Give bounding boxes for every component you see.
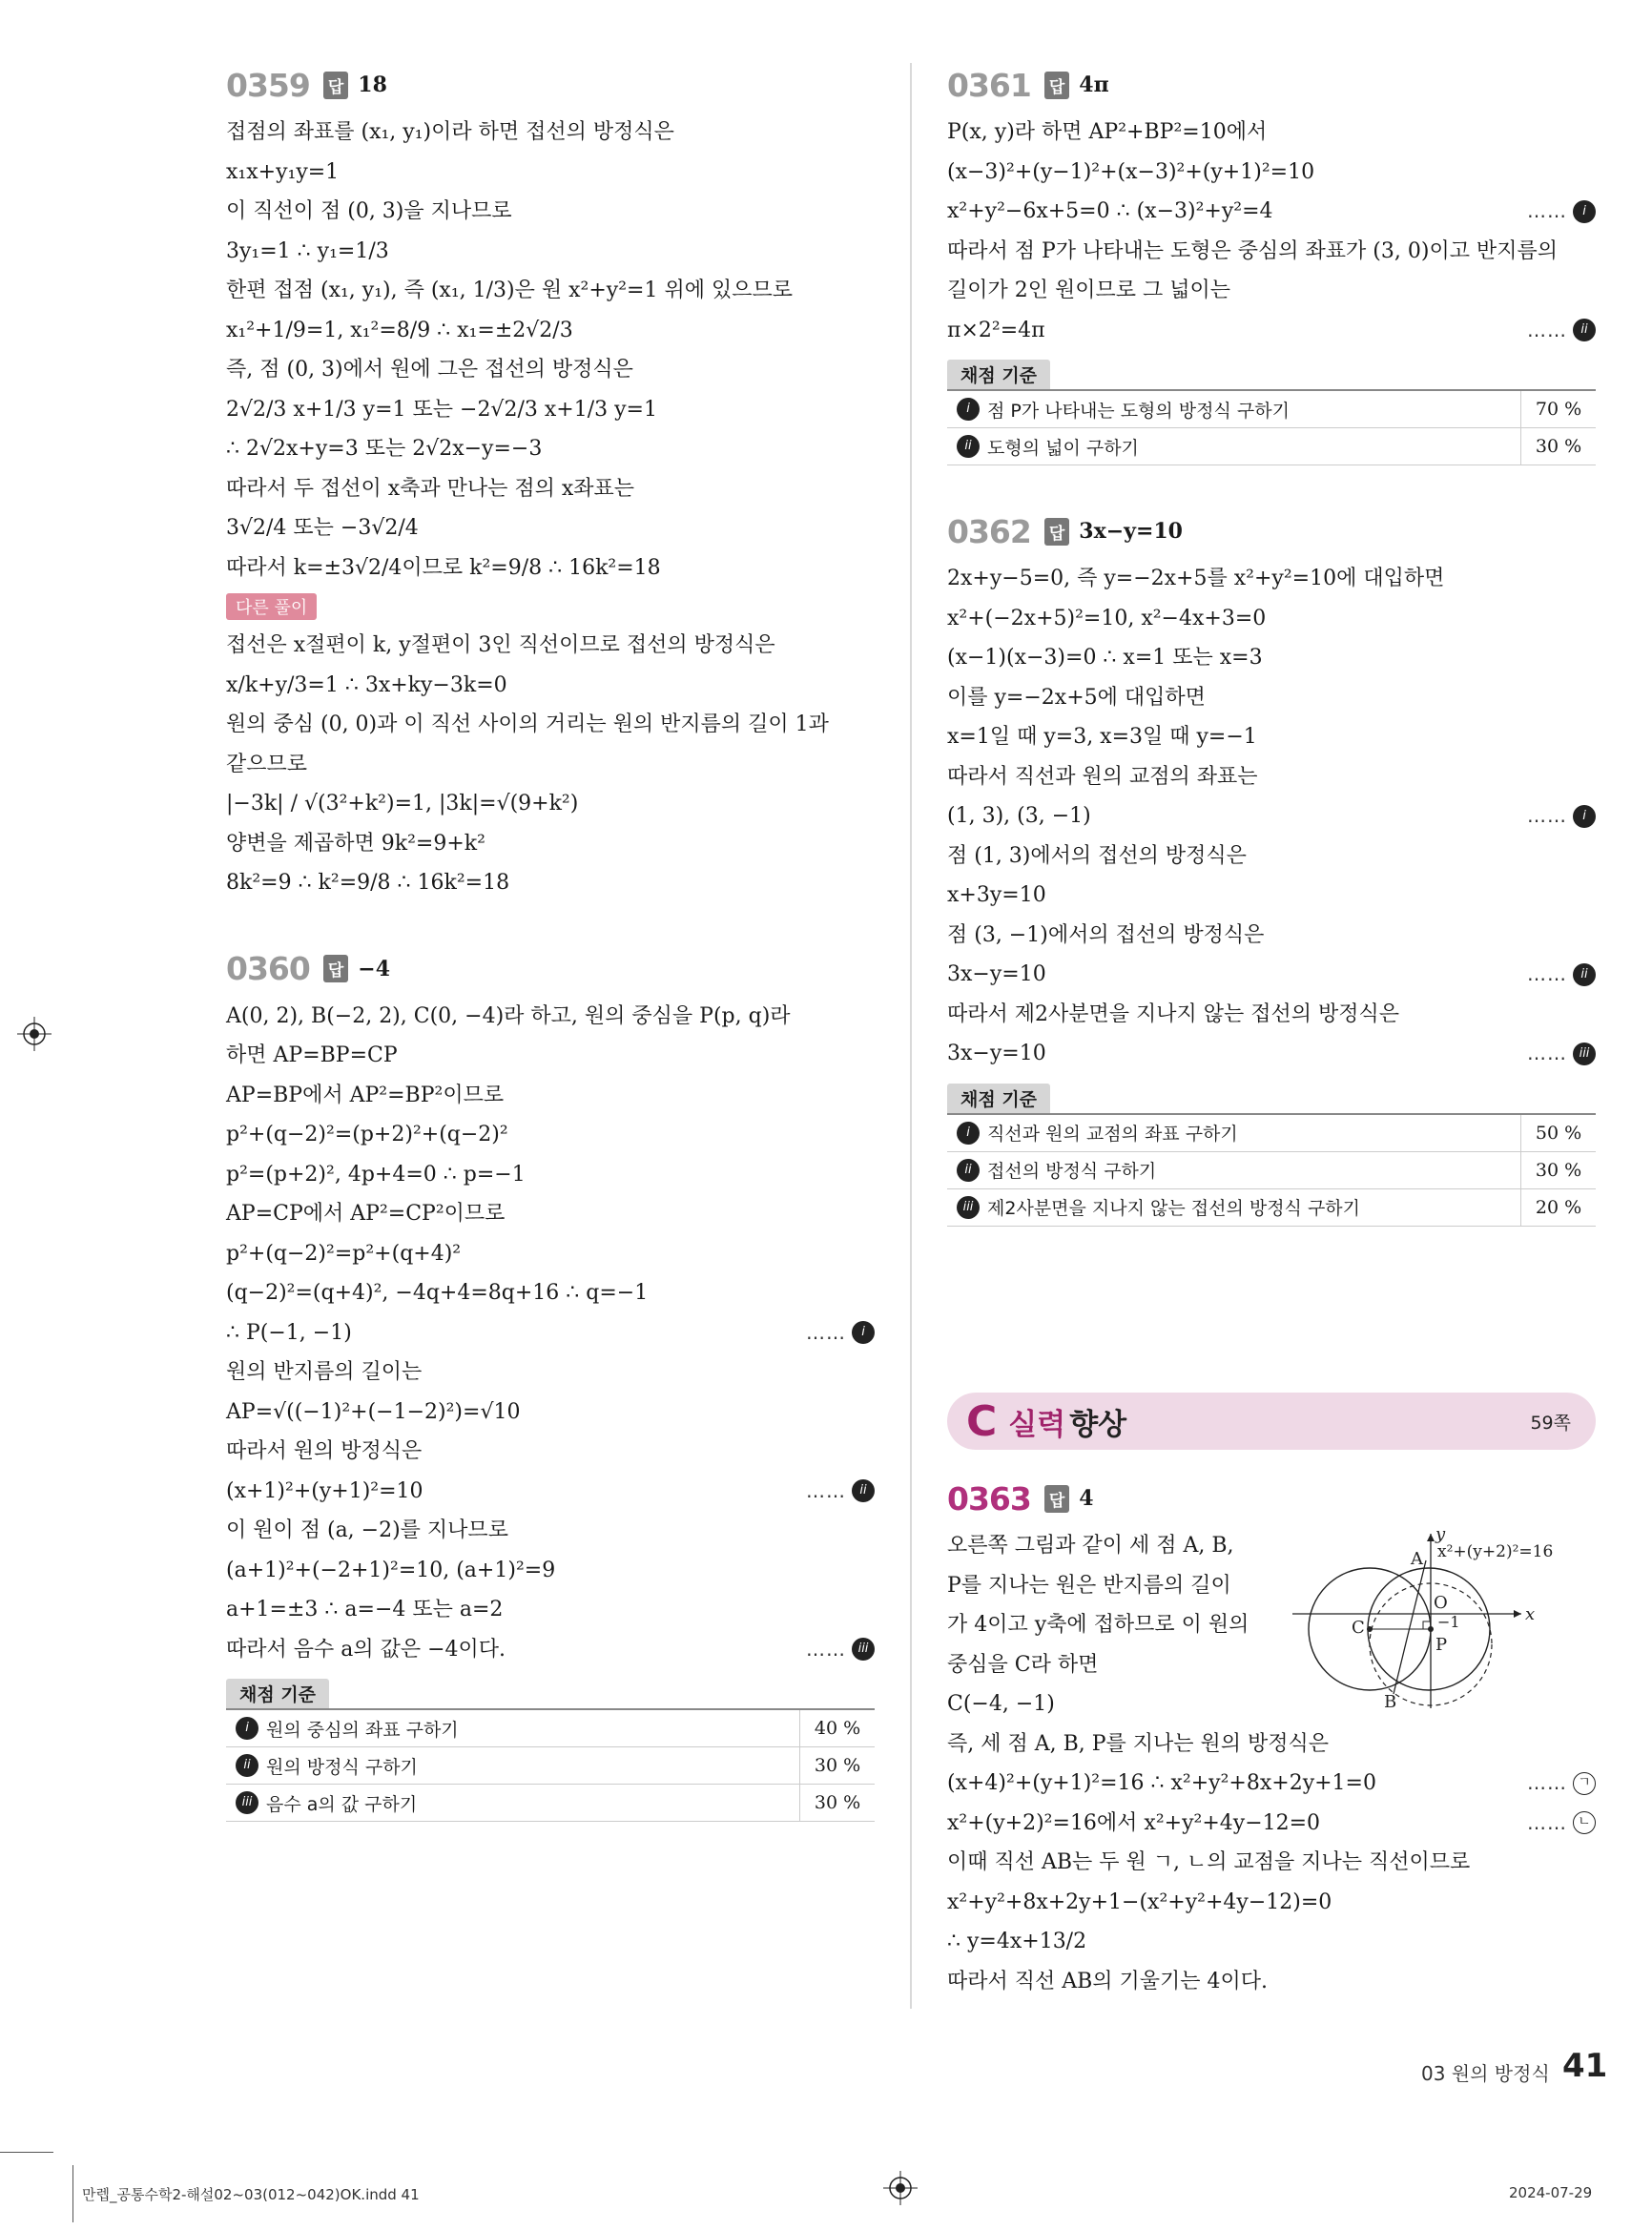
line-text: 3x−y=10: [947, 962, 1046, 986]
line-ab: [1394, 1560, 1426, 1694]
criteria-label: 직선과 원의 교점의 좌표 구하기: [987, 1124, 1238, 1145]
origin-label: O: [1434, 1593, 1448, 1613]
criteria-percent: 50 %: [1520, 1115, 1596, 1151]
solution-line: [947, 1724, 1596, 1765]
criteria-row: [226, 1710, 875, 1747]
step-marker-icon: i: [852, 1321, 875, 1344]
line-text: 중심을 C라 하면: [947, 1652, 1099, 1677]
step-marker-icon: ㄴ: [1573, 1811, 1596, 1834]
step-marker: [1527, 192, 1596, 232]
criteria-marker-icon: ii: [236, 1754, 258, 1777]
answer-badge: 답: [1044, 1485, 1069, 1513]
line-text: x/k+y/3=1 ∴ 3x+ky−3k=0: [226, 672, 507, 697]
line-text: x²+y²−6x+5=0 ∴ (x−3)²+y²=4: [947, 199, 1273, 223]
line-text: 오른쪽 그림과 같이 세 점 A, B,: [947, 1534, 1234, 1558]
line-text: 따라서 두 접선이 x축과 만나는 점의 x좌표는: [226, 476, 635, 501]
step-marker: [806, 1313, 875, 1353]
line-text: 이 직선이 점 (0, 3)을 지나므로: [226, 199, 512, 223]
line-text: 즉, 점 (0, 3)에서 원에 그은 접선의 방정식은: [226, 358, 633, 382]
criteria-marker-icon: ii: [957, 1159, 980, 1182]
solution-line: [947, 1843, 1596, 1883]
marker-dots: ……: [806, 1320, 846, 1344]
line-text: P(x, y)라 하면 AP²+BP²=10에서: [947, 120, 1268, 144]
solution-line: [226, 192, 875, 232]
answer-badge: 답: [323, 955, 348, 982]
solution-line: [226, 508, 875, 548]
marker-dots: ……: [1527, 1042, 1567, 1064]
solution-line: [226, 113, 875, 153]
problem-number: 0359: [226, 66, 310, 104]
solution-line: [226, 705, 875, 745]
criteria-label: 점 P가 나타내는 도형의 방정식 구하기: [987, 400, 1290, 422]
solution-line: [947, 232, 1596, 272]
page-number: 41: [1562, 2047, 1608, 2085]
solution-line: [947, 955, 1596, 995]
problem-number: 0361: [947, 66, 1031, 104]
line-text: (x−1)(x−3)=0 ∴ x=1 또는 x=3: [947, 646, 1263, 670]
answer-value: 4π: [1079, 72, 1109, 97]
criteria-row: [226, 1747, 875, 1785]
solution-line: [947, 1566, 1271, 1606]
line-text: 양변을 제곱하면 9k²=9+k²: [226, 831, 485, 856]
marker-dots: ……: [1527, 804, 1567, 827]
line-text: (x−3)²+(y−1)²+(x−3)²+(y+1)²=10: [947, 159, 1315, 184]
step-marker: [1527, 955, 1596, 995]
step-marker-icon: i: [1573, 805, 1596, 828]
line-text: x₁²+1/9=1, x₁²=8/9 ∴ x₁=±2√2/3: [226, 318, 573, 342]
solution-line: [947, 559, 1596, 599]
step-marker-icon: ii: [1573, 319, 1596, 341]
section-title-a: 실력: [1008, 1407, 1066, 1442]
solution-line: [226, 626, 875, 666]
point-a-label: A: [1411, 1549, 1423, 1569]
solution-line: [226, 1234, 875, 1274]
criteria-percent: 30 %: [1520, 428, 1596, 465]
step-marker: [1527, 796, 1596, 836]
section-banner: [947, 1393, 1596, 1450]
solution-line: [226, 1352, 875, 1393]
solution-line: [226, 1432, 875, 1472]
line-text: 점 (3, −1)에서의 접선의 방정식은: [947, 922, 1265, 947]
solution-line: [947, 1034, 1596, 1074]
criteria-percent: 30 %: [799, 1747, 875, 1784]
line-text: 8k²=9 ∴ k²=9/8 ∴ 16k²=18: [226, 871, 510, 895]
solution-line: [947, 836, 1596, 877]
line-text: 3x−y=10: [947, 1042, 1046, 1065]
line-text: π×2²=4π: [947, 318, 1045, 342]
line-text: p²=(p+2)², 4p+4=0 ∴ p=−1: [226, 1162, 526, 1187]
solution-line: [226, 153, 875, 193]
answer-badge: 답: [1044, 518, 1069, 546]
line-text: 이를 y=−2x+5에 대입하면: [947, 685, 1206, 710]
marker-dots: ……: [1527, 318, 1567, 341]
circle-diagram: [1292, 1522, 1598, 1713]
step-marker: [1527, 1034, 1596, 1074]
line-text: 가 4이고 y축에 접하므로 이 원의: [947, 1613, 1249, 1637]
answer-value: −4: [358, 956, 391, 981]
criteria-title: 채점 기준: [947, 360, 1050, 389]
line-text: ∴ 2√2x+y=3 또는 2√2x−y=−3: [226, 437, 543, 461]
solution-line: [226, 469, 875, 509]
solution-lines: [226, 113, 875, 588]
line-text: 따라서 제2사분면을 지나지 않는 접선의 방정식은: [947, 1001, 1400, 1026]
criteria-label-cell: [947, 1120, 1520, 1146]
alt-solution-lines: [226, 626, 875, 903]
section-title-b: 향상: [1069, 1407, 1127, 1442]
criteria-label-cell: [226, 1753, 799, 1779]
solution-line: [226, 311, 875, 351]
print-date: 2024-07-29: [1509, 2184, 1593, 2201]
problem-header: [947, 509, 1596, 553]
left-column: [226, 63, 875, 1866]
line-text: (1, 3), (3, −1): [947, 804, 1091, 828]
criteria-label-cell: [226, 1716, 799, 1742]
solution-line: [226, 232, 875, 272]
solution-line: [947, 916, 1596, 956]
problem-header: [947, 1476, 1596, 1520]
line-text: |−3k| / √(3²+k²)=1, |3k|=√(9+k²): [226, 792, 579, 816]
solution-line: [226, 1590, 875, 1630]
section-letter-icon: C: [966, 1396, 998, 1446]
criteria-percent: 20 %: [1520, 1189, 1596, 1226]
solution-line: [226, 548, 875, 588]
criteria-row: [947, 1152, 1596, 1189]
line-text: 원의 중심 (0, 0)과 이 직선 사이의 거리는 원의 반지름의 길이 1과: [226, 712, 829, 736]
solution-line: [226, 997, 875, 1037]
line-text: 이 원이 점 (a, −2)를 지나므로: [226, 1518, 508, 1542]
line-text: 길이가 2인 원이므로 그 넓이는: [947, 279, 1230, 302]
solution-line: [226, 863, 875, 903]
solution-line: [226, 784, 875, 824]
line-text: 따라서 음수 a의 값은 −4이다.: [226, 1637, 506, 1662]
step-marker-icon: i: [1573, 200, 1596, 223]
criteria-label: 도형의 넓이 구하기: [987, 437, 1139, 459]
criteria-row: [226, 1785, 875, 1822]
y-label: y: [1435, 1524, 1446, 1544]
solution-line: [226, 1076, 875, 1116]
solution-line: [947, 638, 1596, 678]
step-marker: [806, 1472, 875, 1512]
marker-dots: ……: [1527, 962, 1567, 985]
solution-line: [947, 311, 1596, 351]
step-marker: [1527, 1764, 1596, 1804]
line-text: 접점의 좌표를 (x₁, y₁)이라 하면 접선의 방정식은: [226, 120, 674, 144]
solution-line: [947, 796, 1596, 836]
answer-value: 4: [1079, 1486, 1094, 1511]
criteria-label: 원의 중심의 좌표 구하기: [266, 1719, 459, 1741]
point-p-label: P: [1435, 1635, 1448, 1655]
solution-line: [947, 678, 1596, 718]
line-text: a+1=±3 ∴ a=−4 또는 a=2: [226, 1598, 504, 1621]
problem-number: 0360: [226, 950, 310, 987]
criteria-table: [947, 1113, 1596, 1227]
step-marker-icon: ii: [852, 1479, 875, 1502]
solution-line: [947, 1883, 1596, 1923]
line-text: x²+(y+2)²=16에서 x²+y²+4y−12=0: [947, 1810, 1321, 1835]
line-text: AP=√((−1)²+(−1−2)²)=√10: [226, 1399, 521, 1424]
solution-lines: [947, 559, 1596, 1074]
column-divider: [910, 63, 912, 2009]
solution-line: [226, 1511, 875, 1551]
problem-number: 0363: [947, 1479, 1031, 1518]
criteria-label: 음수 a의 값 구하기: [266, 1793, 418, 1815]
solution-line: [947, 1645, 1271, 1685]
criteria-label: 원의 방정식 구하기: [266, 1756, 418, 1778]
criteria-marker-icon: i: [957, 1122, 980, 1145]
problem-0362: [947, 509, 1596, 1227]
criteria-label-cell: [947, 1157, 1520, 1183]
solution-line: [947, 1922, 1596, 1962]
problem-0361: [947, 63, 1596, 465]
x-arrow-icon: [1514, 1610, 1521, 1618]
solution-line: [947, 876, 1596, 916]
registration-mark-icon: [17, 1017, 52, 1051]
line-text: 따라서 직선과 원의 교점의 좌표는: [947, 764, 1258, 789]
solution-line: [947, 271, 1596, 311]
line-text: p²+(q−2)²=p²+(q+4)²: [226, 1241, 462, 1266]
problem-0360: [226, 947, 875, 1823]
step-marker-icon: ㄱ: [1573, 1772, 1596, 1795]
line-text: 접선은 x절편이 k, y절편이 3인 직선이므로 접선의 방정식은: [226, 633, 775, 657]
criteria-title: 채점 기준: [947, 1084, 1050, 1113]
step-marker: [806, 1630, 875, 1670]
solution-line: [947, 153, 1596, 193]
trim-line: [72, 2165, 73, 2222]
line-text: 하면 AP=BP=CP: [226, 1043, 398, 1067]
solution-line: [947, 717, 1596, 757]
solution-line: [226, 1393, 875, 1433]
line-text: ∴ P(−1, −1): [226, 1320, 352, 1345]
criteria-percent: 30 %: [799, 1785, 875, 1821]
answer-value: 3x−y=10: [1079, 519, 1183, 544]
criteria-marker-icon: iii: [957, 1196, 980, 1219]
line-text: x²+(−2x+5)²=10, x²−4x+3=0: [947, 606, 1267, 630]
line-text: (a+1)²+(−2+1)²=10, (a+1)²=9: [226, 1558, 556, 1582]
footer-chapter: 03 원의 방정식: [1421, 2062, 1550, 2085]
answer-value: 18: [358, 72, 387, 97]
line-text: x₁x+y₁y=1: [226, 159, 340, 184]
criteria-label: 접선의 방정식 구하기: [987, 1161, 1157, 1182]
solution-line: [947, 1605, 1271, 1645]
x-label: x: [1525, 1604, 1536, 1624]
step-marker: [1527, 1804, 1596, 1844]
criteria-table: [226, 1708, 875, 1822]
criteria-marker-icon: ii: [957, 435, 980, 458]
line-text: C(−4, −1): [947, 1692, 1055, 1716]
criteria-label-cell: [947, 397, 1520, 423]
line-text: 2x+y−5=0, 즉 y=−2x+5를 x²+y²=10에 대입하면: [947, 567, 1445, 590]
criteria-marker-icon: iii: [236, 1791, 258, 1814]
solution-line: [226, 1630, 875, 1670]
step-marker-icon: ii: [1573, 963, 1596, 986]
criteria-label-cell: [226, 1790, 799, 1816]
solution-line: [226, 1115, 875, 1155]
solution-line: [226, 429, 875, 469]
registration-mark-icon: [883, 2171, 918, 2205]
solution-line: [947, 599, 1596, 639]
step-marker: [1527, 311, 1596, 351]
line-text: AP=CP에서 AP²=CP²이므로: [226, 1202, 506, 1226]
print-file-info: 만렙_공통수학2-해설02~03(012~042)OK.indd 41: [82, 2186, 420, 2203]
right-column: [947, 63, 1596, 1270]
solution-lines: [947, 113, 1596, 350]
line-text: 따라서 점 P가 나타내는 도형은 중심의 좌표가 (3, 0)이고 반지름의: [947, 238, 1558, 263]
line-text: 3√2/4 또는 −3√2/4: [226, 516, 419, 540]
answer-badge: 답: [323, 72, 348, 99]
criteria-label: 제2사분면을 지나지 않는 접선의 방정식 구하기: [987, 1198, 1361, 1219]
criteria-percent: 30 %: [1520, 1152, 1596, 1188]
marker-dots: ……: [806, 1637, 846, 1661]
line-text: 즉, 세 점 A, B, P를 지나는 원의 방정식은: [947, 1731, 1330, 1756]
problem-header: [947, 63, 1596, 107]
solution-line: [226, 1472, 875, 1512]
solution-line: [947, 1526, 1271, 1566]
line-text: p²+(q−2)²=(p+2)²+(q−2)²: [226, 1123, 508, 1146]
criteria-row: [947, 391, 1596, 428]
line-text: x=1일 때 y=3, x=3일 때 y=−1: [947, 725, 1257, 749]
criteria-row: [947, 1189, 1596, 1227]
solution-line: [947, 1804, 1596, 1844]
criteria-title: 채점 기준: [226, 1679, 329, 1708]
point-b-label: B: [1384, 1692, 1397, 1712]
criteria-table: [947, 389, 1596, 465]
criteria-marker-icon: i: [957, 398, 980, 421]
solution-line: [947, 1962, 1596, 2002]
solution-line: [226, 1551, 875, 1591]
solution-line: [226, 824, 875, 864]
line-text: 따라서 k=±3√2/4이므로 k²=9/8 ∴ 16k²=18: [226, 555, 661, 580]
line-text: ∴ y=4x+13/2: [947, 1930, 1087, 1953]
solution-line: [947, 995, 1596, 1035]
criteria-row: [947, 428, 1596, 465]
problem-header: [226, 63, 875, 107]
line-text: (x+1)²+(y+1)²=10: [226, 1478, 423, 1503]
line-text: A(0, 2), B(−2, 2), C(0, −4)라 하고, 원의 중심을 P(p, q)라: [226, 1003, 791, 1028]
solution-line: [226, 350, 875, 390]
marker-dots: ……: [806, 1478, 846, 1502]
line-text: x+3y=10: [947, 883, 1046, 907]
criteria-percent: 40 %: [799, 1710, 875, 1746]
criteria-percent: 70 %: [1520, 391, 1596, 427]
line-text: x²+y²+8x+2y+1−(x²+y²+4y−12)=0: [947, 1889, 1332, 1914]
solution-line: [947, 113, 1596, 153]
line-text: 원의 반지름의 길이는: [226, 1360, 423, 1384]
solution-line: [226, 1313, 875, 1353]
line-text: 3y₁=1 ∴ y₁=1/3: [226, 238, 389, 263]
solution-line: [226, 1155, 875, 1195]
solution-line: [226, 271, 875, 311]
line-text: AP=BP에서 AP²=BP²이므로: [226, 1083, 505, 1107]
problem-header: [226, 947, 875, 991]
solution-lines: [226, 997, 875, 1670]
solution-line: [226, 745, 875, 785]
answer-badge: 답: [1044, 72, 1069, 99]
line-text: 따라서 직선 AB의 기울기는 4이다.: [947, 1969, 1269, 1993]
section-page-ref: 59쪽: [1530, 1412, 1571, 1434]
step-marker-icon: iii: [1573, 1043, 1596, 1065]
criteria-row: [947, 1115, 1596, 1152]
line-text: 따라서 원의 방정식은: [226, 1439, 423, 1463]
alt-solution-badge: 다른 풀이: [226, 593, 317, 620]
line-text: (q−2)²=(q+4)², −4q+4=8q+16 ∴ q=−1: [226, 1281, 649, 1305]
solution-line: [947, 1684, 1271, 1724]
marker-dots: ……: [1527, 199, 1567, 222]
y-arrow-icon: [1427, 1534, 1435, 1541]
solution-line: [226, 1194, 875, 1234]
point-p-dot: [1428, 1626, 1434, 1632]
solution-line: [226, 1273, 875, 1313]
problem-number: 0362: [947, 512, 1031, 550]
line-text: 같으므로: [226, 752, 308, 776]
marker-dots: ……: [1527, 1771, 1567, 1794]
step-marker-icon: iii: [852, 1638, 875, 1661]
line-text: 한편 접점 (x₁, y₁), 즉 (x₁, 1/3)은 원 x²+y²=1 위에 있으므로: [226, 279, 793, 302]
center-c-dot: [1367, 1626, 1373, 1632]
line-text: (x+4)²+(y+1)²=16 ∴ x²+y²+8x+2y+1=0: [947, 1771, 1376, 1795]
line-text: 2√2/3 x+1/3 y=1 또는 −2√2/3 x+1/3 y=1: [226, 397, 657, 422]
trim-line: [0, 2152, 53, 2153]
criteria-label-cell: [947, 434, 1520, 460]
solution-line: [947, 1764, 1596, 1804]
problem-0359: [226, 63, 875, 903]
circle-equation-label: x²+(y+2)²=16: [1437, 1542, 1554, 1561]
criteria-label-cell: [947, 1194, 1520, 1220]
solution-line: [947, 192, 1596, 232]
line-text: 이때 직선 AB는 두 원 ㄱ, ㄴ의 교점을 지나는 직선이므로: [947, 1850, 1471, 1874]
minus-one-label: −1: [1437, 1613, 1460, 1631]
solution-line: [226, 390, 875, 430]
line-text: P를 지나는 원은 반지름의 길이: [947, 1573, 1231, 1598]
solution-line: [226, 1036, 875, 1076]
criteria-marker-icon: i: [236, 1717, 258, 1740]
center-c-label: C: [1352, 1618, 1365, 1638]
marker-dots: ……: [1527, 1810, 1567, 1834]
solution-line: [947, 757, 1596, 797]
line-text: 점 (1, 3)에서의 접선의 방정식은: [947, 843, 1247, 868]
solution-line: [226, 666, 875, 706]
